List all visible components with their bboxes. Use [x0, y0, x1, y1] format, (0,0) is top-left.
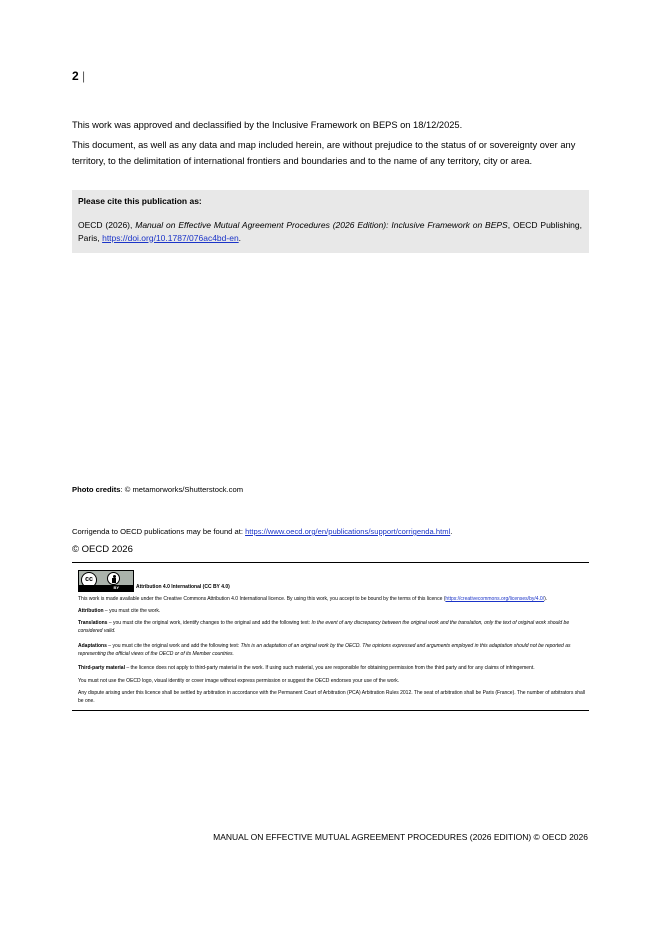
photo-credits — [72, 485, 243, 494]
third-party-label: Third-party material — [78, 665, 125, 671]
third-party-text: – the licence does not apply to third-party material in the work. If using such material, you are responsible for obtaining permission from the third party and for any claims of infringement. — [124, 665, 535, 671]
license-third-party — [78, 664, 588, 672]
corrigenda-text: Corrigenda to OECD publications may be found at: — [72, 527, 246, 536]
license-intro-end: ). — [544, 596, 548, 602]
license-intro — [78, 595, 588, 603]
photo-credits-label: Photo credits — [72, 485, 121, 494]
by-label: BY — [113, 585, 119, 590]
corrigenda-link[interactable]: https://www.oecd.org/en/publications/support/corrigenda.html — [245, 527, 451, 536]
translations-notice: In the event of any discrepancy between the original work and the translation, only the text of original work should be considered valid. — [78, 620, 570, 634]
license-dispute: Any dispute arising under this licence shall be settled by arbitration in accordance with the Permanent Court of Arbitration (PCA) Arbitration Rules 2012. The seat of arbitration shall be Paris (France). The number of arbitrators shall be one. — [78, 690, 586, 704]
approval-statement: This work was approved and declassified by the Inclusive Framework on BEPS on 18/12/2025. — [72, 120, 463, 130]
adaptations-notice: This is an adaptation of an original work by the OECD. The opinions expressed and arguments employed in this adaptation should not be reported as representing the official views of the OECD or of its Member countries. — [78, 643, 571, 657]
license-bottom-divider — [72, 710, 589, 711]
citation-heading: Please cite this publication as: — [78, 196, 202, 206]
page-number-value: 2 — [72, 69, 79, 83]
doi-link[interactable]: https://doi.org/10.1787/076ac4bd-en — [102, 232, 239, 243]
license-logo-notice: You must not use the OECD logo, visual identity or cover image without express permission or suggest the OECD endorses your use of the work. — [78, 678, 400, 684]
adaptations-text: – you must cite the original work and add the following text: — [106, 643, 241, 649]
page-footer: MANUAL ON EFFECTIVE MUTUAL AGREEMENT PROCEDURES (2026 EDITION) © OECD 2026 — [213, 832, 588, 842]
license-intro-text: This work is made available under the Creative Commons Attribution 4.0 International licence. By using this work, you accept to be bound by the terms of this licence ( — [78, 596, 446, 602]
attribution-text: – you must cite the work. — [103, 608, 161, 614]
license-link[interactable]: https://creativecommons.org/licenses/by/4.0/ — [445, 596, 545, 602]
cc-by-badge-icon — [78, 570, 134, 592]
attribution-label: Attribution — [78, 608, 104, 614]
citation-end: . — [238, 232, 242, 243]
cc-icon: cc — [81, 572, 97, 588]
adaptations-label: Adaptations — [78, 643, 107, 649]
page-number-separator: | — [82, 69, 86, 83]
license-top-divider — [72, 562, 589, 563]
citation-text — [78, 219, 582, 244]
corrigenda-note — [72, 527, 452, 536]
citation-title: Manual on Effective Mutual Agreement Procedures (2026 Edition): Inclusive Framework on BEPS — [135, 220, 508, 230]
photo-credits-text: : © metamorworks/Shutterstock.com — [120, 485, 244, 494]
license-translations — [78, 619, 588, 635]
citation-prefix: OECD (2026), — [78, 220, 136, 230]
person-icon — [107, 572, 120, 585]
citation-publisher: , OECD Publishing, Paris, — [78, 220, 582, 243]
copyright-line: © OECD 2026 — [72, 544, 133, 555]
translations-label: Translations — [78, 620, 108, 626]
license-adaptations — [78, 642, 588, 658]
disclaimer-paragraph: This document, as well as any data and map included herein, are without prejudice to the status of or sovereignty over any territory, to the delimitation of international frontiers and boundaries and to the name of any territory, city or area. — [72, 140, 576, 166]
corrigenda-end: . — [450, 527, 453, 536]
license-title: Attribution 4.0 International (CC BY 4.0) — [136, 584, 230, 590]
translations-text: – you must cite the original work, identify changes to the original and add the following text: — [107, 620, 312, 626]
page-number — [72, 69, 85, 83]
license-attribution — [78, 607, 588, 615]
